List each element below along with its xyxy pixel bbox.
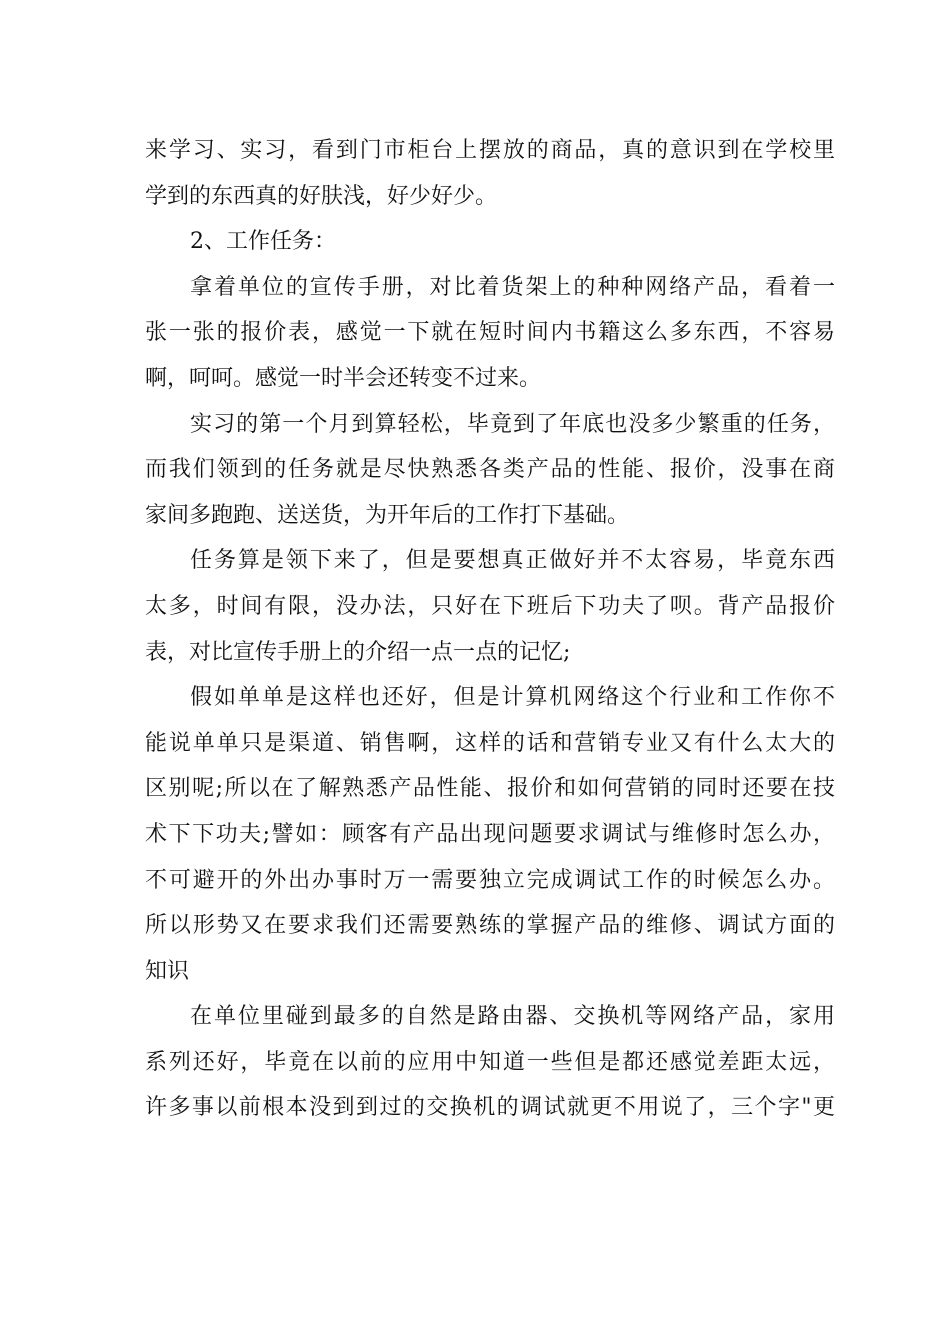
text-line: 而我们领到的任务就是尽快熟悉各类产品的性能、报价，没事在商 — [145, 457, 835, 483]
text-line: 任务算是领下来了，但是要想真正做好并不太容易，毕竟东西 — [190, 548, 835, 574]
text-line: 术下下功夫;譬如：顾客有产品出现问题要求调试与维修时怎么办， — [145, 821, 835, 847]
text-line: 系列还好，毕竟在以前的应用中知道一些但是都还感觉差距太远， — [145, 1049, 835, 1075]
text-line: 张一张的报价表，感觉一下就在短时间内书籍这么多东西，不容易 — [145, 320, 835, 346]
text-line: 区别呢;所以在了解熟悉产品性能、报价和如何营销的同时还要在技 — [145, 776, 835, 802]
text-line: 所以形势又在要求我们还需要熟练的掌握产品的维修、调试方面的 — [145, 913, 835, 939]
document-body — [145, 128, 835, 1131]
text-line: 太多，时间有限，没办法，只好在下班后下功夫了呗。背产品报价 — [145, 593, 835, 619]
text-line: 许多事以前根本没到到过的交换机的调试就更不用说了，三个字"更 — [145, 1095, 835, 1121]
text-line: 表，对比宣传手册上的介绍一点一点的记忆; — [145, 639, 571, 665]
text-line: 实习的第一个月到算轻松，毕竟到了年底也没多少繁重的任务， — [190, 411, 835, 437]
text-line: 在单位里碰到最多的自然是路由器、交换机等网络产品，家用 — [190, 1004, 835, 1030]
text-line: 知识 — [145, 958, 190, 984]
text-line: 学到的东西真的好肤浅，好少好少。 — [145, 183, 498, 209]
text-line: 能说单单只是渠道、销售啊，这样的话和营销专业又有什么太大的 — [145, 730, 835, 756]
text-line: 拿着单位的宣传手册，对比着货架上的种种网络产品，看着一 — [190, 274, 835, 300]
text-line: 家间多跑跑、送送货，为开年后的工作打下基础。 — [145, 502, 630, 528]
text-line: 来学习、实习，看到门市柜台上摆放的商品，真的意识到在学校里 — [145, 138, 835, 163]
text-line: 啊，呵呵。感觉一时半会还转变不过来。 — [145, 365, 542, 391]
text-line: 假如单单是这样也还好，但是计算机网络这个行业和工作你不 — [190, 685, 835, 711]
section-heading: 2、工作任务： — [190, 229, 336, 255]
text-line: 不可避开的外出办事时万一需要独立完成调试工作的时候怎么办。 — [145, 867, 835, 893]
